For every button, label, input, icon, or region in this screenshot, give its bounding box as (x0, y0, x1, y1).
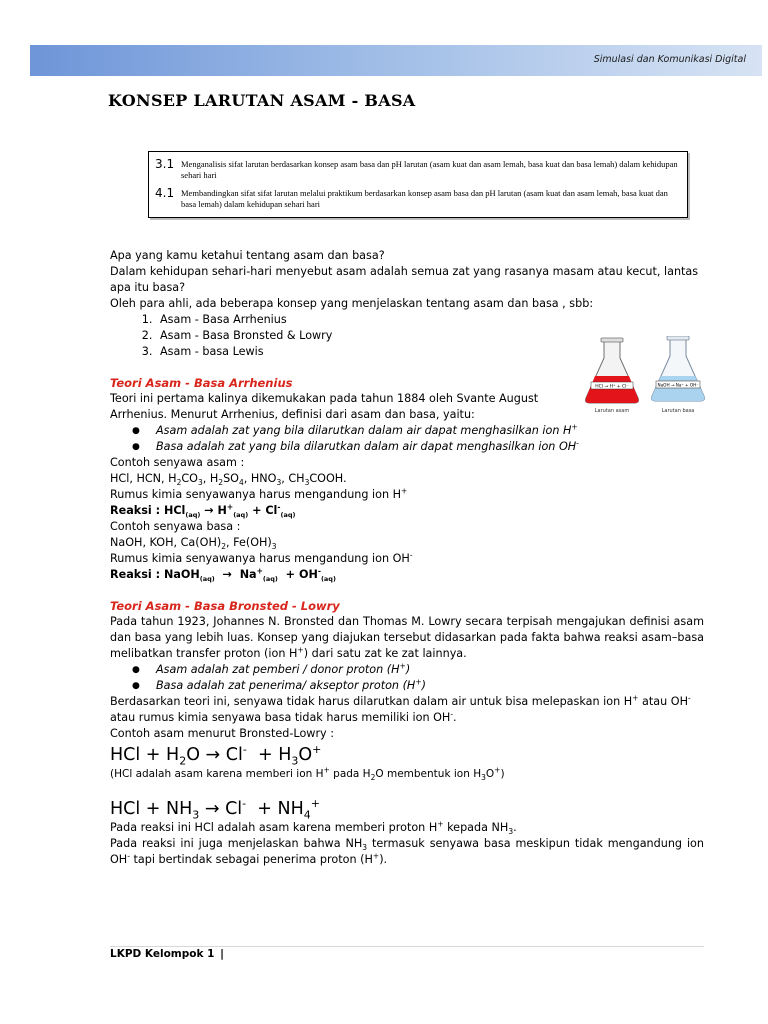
base-examples: NaOH, KOH, $Ca(OH)_2$, $Fe(OH)_3$ (110, 536, 277, 552)
list-item: 1. Asam - Basa Arrhenius (156, 312, 704, 328)
intro-question: Oleh para ahli, ada beberapa konsep yang menjelaskan tentang asam dan basa , sbb: (110, 297, 594, 310)
list-item: ● Basa adalah zat penerima/ akseptor proton (H+) (140, 678, 704, 694)
bronsted-theory: Berdasarkan teori ini, senyawa tidak harus dilarutkan dalam air untuk bisa melepaskan ion H+ atau OH- atau rumus kimia senyawa basa tidak harus memiliki ion OH-. (110, 693, 691, 724)
header-band (30, 45, 762, 76)
page-title: KONSEP LARUTAN ASAM - BASA (108, 91, 416, 110)
list-item: ● Asam adalah zat pemberi / donor proton (H+) (140, 662, 704, 678)
acid-reaction: Reaksi : $HCl_{(aq)} \to H^+_{(aq)} + Cl^-_{(aq)}$ (110, 502, 296, 520)
acid-examples-label: Contoh senyawa asam : (110, 456, 245, 469)
arrhenius-intro: Teori ini pertama kalinya dikemukakan pada tahun 1884 oleh Svante August Arrhenius. Menurut Arrhenius, definisi dari asam dan basa, yaitu: (110, 392, 539, 421)
acid-caption: Larutan asam (594, 408, 630, 414)
acid-examples: HCl, HCN, $H_2CO_3$, $H_2SO_4$, $HNO_3$, $CH_3COOH$. (110, 472, 347, 488)
bronsted-definitions (110, 662, 704, 694)
equation-hcl-ammonia: HCl + $NH_3 \to Cl^- + NH_4^+$ (110, 797, 320, 822)
intro-question: Dalam kehidupan sehari-hari menyebut asam adalah semua zat yang rasanya masam atau kecut, lantas apa itu basa? (110, 265, 699, 294)
ammonia-base-note: Pada reaksi ini juga menjelaskan bahwa $NH_3$ termasuk senyawa basa meskipun tidak mengandung ion OH- tapi bertindak sebagai penerima proton (H+). (110, 837, 704, 866)
ammonia-note: Pada reaksi ini HCl adalah asam karena memberi proton H+ kepada $NH_3$. (110, 819, 517, 837)
competency-number: 4.1 (155, 186, 175, 200)
intro-question: Apa yang kamu ketahui tentang asam dan basa? (110, 249, 385, 262)
footer (110, 948, 224, 960)
list-item: ● Basa adalah zat yang bila dilarutkan dalam air dapat menghasilkan ion OH- (140, 439, 704, 455)
competency-box (148, 151, 688, 218)
equation-note: (HCl adalah asam karena memberi ion H+ pada $H_2O$ membentuk ion $H_3O^+$) (110, 765, 505, 783)
base-flask-label: NaOH → Na⁺ + OH⁻ (657, 382, 699, 388)
competency-number: 3.1 (155, 157, 175, 171)
section-title-arrhenius: Teori Asam - Basa Arrhenius (110, 376, 293, 390)
competency-item (155, 186, 680, 210)
list-item: 3. Asam - basa Lewis (156, 344, 704, 360)
section-title-bronsted: Teori Asam - Basa Bronsted - Lowry (110, 599, 340, 613)
list-item: 2. Asam - Basa Bronsted & Lowry (156, 328, 704, 344)
competency-text: Menganalisis sifat larutan berdasarkan konsep asam basa dan pH larutan (asam kuat dan asam lemah, basa kuat dan basa lemah) dalam kehidupan sehari hari (181, 159, 678, 180)
base-examples-label: Contoh senyawa basa : (110, 520, 241, 533)
footer-separator: | (220, 948, 224, 960)
main-content (110, 248, 704, 868)
header-title: Simulasi dan Komunikasi Digital (593, 54, 746, 65)
base-reaction: Reaksi : NaOH$_{(aq)}$ → $Na^+_{(aq)} + OH^-_{(aq)}$ (110, 566, 336, 584)
competency-text: Membandingkan sifat sifat larutan melalui praktikum berdasarkan konsep asam basa dan pH larutan (asam kuat dan asam lemah, basa kuat dan basa lemah) dalam kehidupan sehari hari (181, 188, 668, 209)
footer-text: LKPD Kelompok 1 (110, 948, 215, 960)
footer-divider (110, 946, 704, 947)
acid-formula-note: Rumus kimia senyawanya harus mengandung ion H+ (110, 486, 408, 501)
bronsted-examples-label: Contoh asam menurut Bronsted-Lowry : (110, 727, 334, 740)
concept-list (110, 312, 704, 360)
list-item: ● Asam adalah zat yang bila dilarutkan dalam air dapat menghasilkan ion H+ (140, 423, 704, 439)
competency-item (155, 157, 680, 181)
base-caption: Larutan basa (661, 408, 695, 414)
base-formula-note: Rumus kimia senyawanya harus mengandung ion OH- (110, 550, 413, 565)
equation-hcl-water: HCl + $H_2O \to Cl^- + H_3O^+$ (110, 743, 322, 768)
acid-flask-label: HCl → H⁺ + Cl⁻ (595, 384, 629, 390)
bronsted-intro: Pada tahun 1923, Johannes N. Bronsted dan Thomas M. Lowry secara terpisah mengajukan definisi asam dan basa yang lebih luas. Konsep yang diajukan tersebut didasarkan pada fakta bahwa reaksi asam–basa melibatkan transfer proton (ion H+) dari satu zat ke zat lainnya. (110, 615, 704, 660)
arrhenius-definitions (110, 423, 704, 455)
